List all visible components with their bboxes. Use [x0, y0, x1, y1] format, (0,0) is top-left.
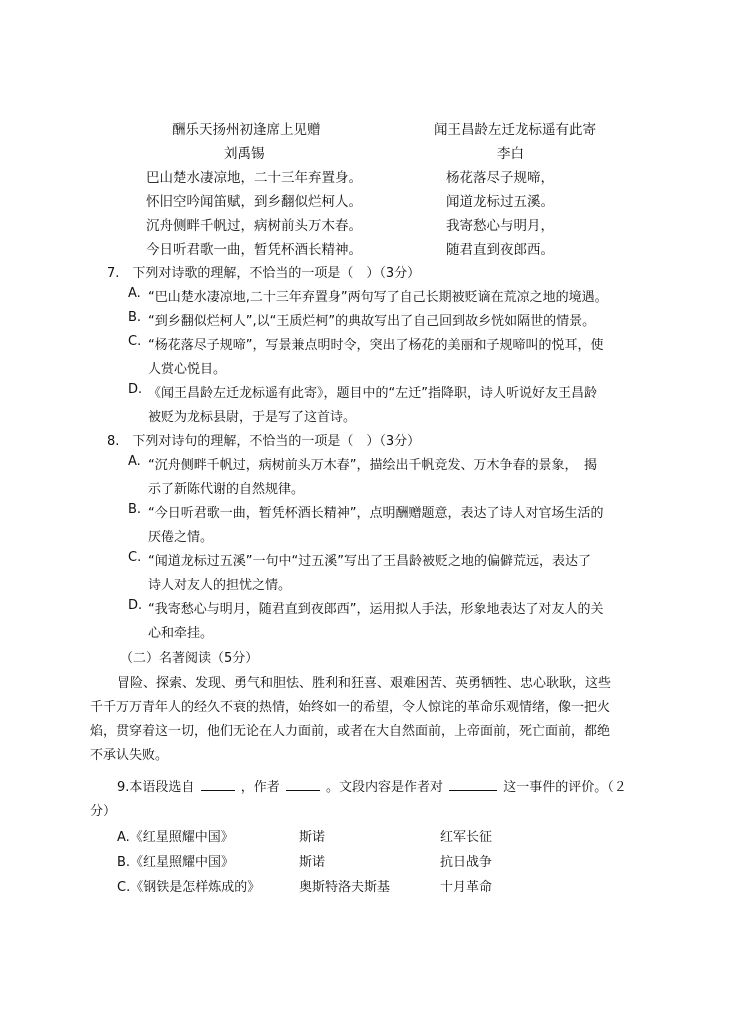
passage-line: 千千万万青年人的经久不衰的热情，始终如一的希望，令人惊诧的革命乐观情绪，像一把火 — [90, 700, 611, 715]
question-7-stem: 7. 下列对诗歌的理解，不恰当的一项是（ ）（3分） — [107, 266, 421, 281]
q9-text: 这一事件的评价。（２ — [503, 780, 627, 795]
q8-option-b-text: 厌倦之情。 — [148, 530, 214, 545]
q9-blank-book — [201, 789, 235, 791]
left-poem-author: 刘禹锡 — [224, 146, 265, 162]
left-poem-line: 怀旧空吟闻笛赋，到乡翻似烂柯人。 — [146, 194, 362, 210]
q9-option-c-author: 奥斯特洛夫斯基 — [299, 880, 391, 895]
q8-option-c-letter: C. — [128, 550, 142, 565]
q9-option-b-label: B.《红星照耀中国》 — [117, 855, 235, 870]
q8-option-d-text: “我寄愁心与明月，随君直到夜郎西”，运用拟人手法，形象地表达了对友人的关 — [148, 602, 604, 617]
q8-option-b-text: “今日听君歌一曲，暂凭杯酒长精神”，点明酬赠题意，表达了诗人对官场生活的 — [148, 506, 604, 521]
q8-option-d-letter: D. — [128, 598, 143, 613]
q9-option-c-label: C.《钢铁是怎样炼成的》 — [117, 880, 261, 895]
left-poem-line: 沉舟侧畔千帆过，病树前头万木春。 — [146, 218, 362, 234]
q9-option-b-event: 抗日战争 — [440, 855, 493, 870]
left-poem-line: 巴山楚水凄凉地，二十三年弃置身。 — [146, 170, 362, 186]
q9-text: 9.本语段选自 — [117, 780, 195, 795]
right-poem-line: 杨花落尽子规啼， — [446, 170, 554, 186]
q8-option-c-text: “闻道龙标过五溪”一句中“过五溪”写出了王昌龄被贬之地的偏僻荒远，表达了 — [148, 554, 591, 569]
passage-line: 焰，贯穿着这一切，他们无论在人力面前，或者在大自然面前，上帝面前，死亡面前，都绝 — [90, 724, 611, 739]
right-poem-line: 我寄愁心与明月， — [446, 218, 554, 234]
q9-text: ，作者 — [240, 780, 280, 795]
section-heading: （二）名著阅读（5分） — [120, 651, 259, 666]
q7-option-b-text: “到乡翻似烂柯人”,以“王质烂柯”的典故写出了自己回到故乡恍如隔世的情景。 — [148, 314, 596, 329]
q9-blank-author — [286, 789, 320, 791]
q7-option-b-letter: B. — [128, 310, 142, 325]
q8-option-a-letter: A. — [128, 454, 141, 469]
q8-option-c-text: 诗人对友人的担忧之情。 — [148, 578, 292, 593]
q9-option-b-author: 斯诺 — [299, 855, 326, 870]
q9-blank-event — [449, 789, 497, 791]
question-9-stem — [117, 776, 627, 795]
right-poem-line: 闻道龙标过五溪。 — [446, 194, 554, 210]
q7-option-c-text: 人赏心悦目。 — [148, 362, 227, 377]
passage-line: 冒险、探索、发现、勇气和胆怯、胜利和狂喜、艰难困苦、英勇牺牲、忠心耿耿，这些 — [117, 676, 612, 691]
q7-option-a-text: “巴山楚水凄凉地,二十三年弃置身”两句写了自己长期被贬谪在荒凉之地的境遇。 — [148, 290, 608, 305]
q7-option-d-letter: D. — [128, 382, 143, 397]
q9-option-a-author: 斯诺 — [299, 830, 326, 845]
question-8-stem: 8. 下列对诗句的理解，不恰当的一项是（ ）（3分） — [107, 434, 421, 449]
left-poem-title: 酬乐天扬州初逢席上见赠 — [172, 122, 321, 138]
right-poem-title: 闻王昌龄左迁龙标遥有此寄 — [434, 122, 596, 138]
q7-option-d-text: 被贬为龙标县尉，于是写了这首诗。 — [148, 410, 357, 425]
q9-stem-cont: 分） — [90, 804, 117, 819]
q8-option-a-text: 示了新陈代谢的自然规律。 — [148, 482, 305, 497]
q9-option-a-label: A.《红星照耀中国》 — [117, 830, 234, 845]
passage-line: 不承认失败。 — [90, 748, 169, 763]
q7-option-d-text: 《闻王昌龄左迁龙标遥有此寄》，题目中的“左迁”指降职，诗人听说好友王昌龄 — [148, 386, 597, 401]
q9-text: 。文段内容是作者对 — [325, 780, 443, 795]
q7-option-c-letter: C. — [128, 334, 142, 349]
right-poem-line: 随君直到夜郎西。 — [446, 242, 554, 258]
q9-option-c-event: 十月革命 — [440, 880, 493, 895]
q9-option-a-event: 红军长征 — [440, 830, 493, 845]
q7-option-c-text: “杨花落尽子规啼”，写景兼点明时令，突出了杨花的美丽和子规啼叫的悦耳，使 — [148, 338, 604, 353]
q8-option-d-text: 心和牵挂。 — [148, 626, 214, 641]
q8-option-b-letter: B. — [128, 502, 142, 517]
right-poem-author: 李白 — [497, 146, 524, 162]
q7-option-a-letter: A. — [128, 286, 141, 301]
q8-option-a-text: “沉舟侧畔千帆过，病树前头万木春”，描绘出千帆竞发、万木争春的景象， 揭 — [148, 458, 597, 473]
left-poem-line: 今日听君歌一曲，暂凭杯酒长精神。 — [146, 242, 362, 258]
